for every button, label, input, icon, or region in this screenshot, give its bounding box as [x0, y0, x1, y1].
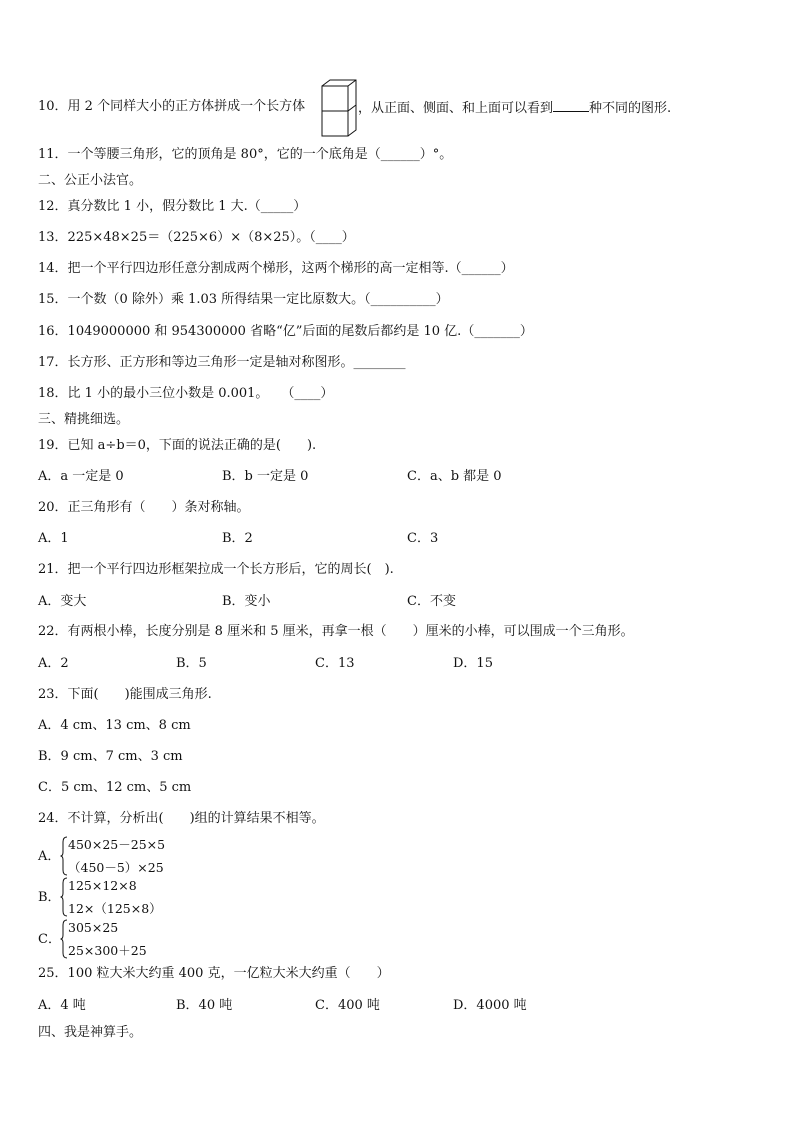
question-25: 25．100 粒大米大约重 400 克，一亿粒大米大约重（ ）	[38, 966, 390, 981]
q22-option-a[interactable]: A．2	[38, 656, 69, 671]
q24-c-line-1: 305×25	[68, 920, 119, 935]
q22-option-d[interactable]: D．15	[453, 656, 493, 671]
q24-a-line-1: 450×25－25×5	[68, 837, 166, 852]
question-20: 20．正三角形有（ ）条对称轴。	[38, 500, 250, 515]
question-24: 24．不计算，分析出( )组的计算结果不相等。	[38, 811, 325, 826]
q19-option-a[interactable]: A．a 一定是 0	[38, 469, 124, 484]
q23-option-b[interactable]: B．9 cm、7 cm、3 cm	[38, 749, 183, 764]
question-19: 19．已知 a÷b＝0，下面的说法正确的是( ).	[38, 438, 317, 453]
q21-option-c[interactable]: C．不变	[407, 594, 456, 609]
section-4-heading: 四、我是神算手。	[38, 1025, 143, 1040]
q24-option-b-label[interactable]: B．	[38, 890, 61, 905]
q10-text-c: 种不同的图形.	[589, 101, 672, 116]
q21-option-b[interactable]: B．变小	[222, 594, 271, 609]
question-10	[38, 99, 305, 115]
question-23: 23．下面( )能围成三角形.	[38, 687, 212, 702]
q24-b-line-1: 125×12×8	[68, 878, 137, 893]
q24-option-a-label[interactable]: A．	[38, 849, 61, 864]
question-21: 21．把一个平行四边形框架拉成一个长方形后，它的周长( ).	[38, 562, 394, 577]
question-17: 17．长方形、正方形和等边三角形一定是轴对称图形。________	[38, 355, 406, 370]
question-11: 11．一个等腰三角形，它的顶角是 80°，它的一个底角是（______）°。	[38, 147, 453, 162]
q20-option-a[interactable]: A．1	[38, 531, 69, 546]
q20-option-c[interactable]: C．3	[407, 531, 439, 546]
q24-b-line-2: 12×（125×8）	[68, 901, 162, 916]
q24-option-c-label[interactable]: C．	[38, 932, 61, 947]
q24-a-line-2: （450－5）×25	[68, 860, 164, 875]
answer-blank[interactable]	[553, 99, 589, 112]
question-13: 13．225×48×25＝（225×6）×（8×25）。（____）	[38, 230, 355, 245]
question-12: 12．真分数比 1 小，假分数比 1 大.（_____）	[38, 199, 307, 214]
q25-option-d[interactable]: D．4000 吨	[453, 998, 527, 1013]
question-18: 18．比 1 小的最小三位小数是 0.001。 （____）	[38, 386, 334, 401]
q19-option-b[interactable]: B．b 一定是 0	[222, 469, 309, 484]
q25-option-b[interactable]: B．40 吨	[176, 998, 233, 1013]
q25-option-a[interactable]: A．4 吨	[38, 998, 86, 1013]
question-22: 22．有两根小棒，长度分别是 8 厘米和 5 厘米，再拿一根（ ）厘米的小棒，可以围成一个三角形。	[38, 624, 634, 639]
question-15: 15．一个数（0 除外）乘 1.03 所得结果一定比原数大。（__________）	[38, 292, 449, 307]
question-16: 16．1049000000 和 954300000 省略“亿”后面的尾数后都约是 10 亿.（_______）	[38, 324, 533, 339]
q23-option-a[interactable]: A．4 cm、13 cm、8 cm	[38, 718, 191, 733]
q25-option-c[interactable]: C．400 吨	[315, 998, 380, 1013]
section-2-heading: 二、公正小法官。	[38, 173, 143, 188]
cuboid-figure	[320, 78, 358, 138]
q22-option-c[interactable]: C．13	[315, 656, 355, 671]
question-14: 14．把一个平行四边形任意分割成两个梯形，这两个梯形的高一定相等.（______）	[38, 261, 514, 276]
q23-option-c[interactable]: C．5 cm、12 cm、5 cm	[38, 780, 192, 795]
q24-c-line-2: 25×300＋25	[68, 943, 147, 958]
q22-option-b[interactable]: B．5	[176, 656, 207, 671]
q10-text-b: ，从正面、侧面、和上面可以看到	[358, 101, 554, 116]
brace-icon	[60, 919, 68, 959]
question-10-cont	[358, 99, 671, 117]
brace-icon	[60, 836, 68, 876]
q21-option-a[interactable]: A．变大	[38, 594, 87, 609]
brace-icon	[60, 877, 68, 917]
q20-option-b[interactable]: B．2	[222, 531, 253, 546]
section-3-heading: 三、精挑细选。	[38, 412, 130, 427]
q10-text-a: 10．用 2 个同样大小的正方体拼成一个长方体	[38, 99, 306, 114]
q19-option-c[interactable]: C．a、b 都是 0	[407, 469, 502, 484]
